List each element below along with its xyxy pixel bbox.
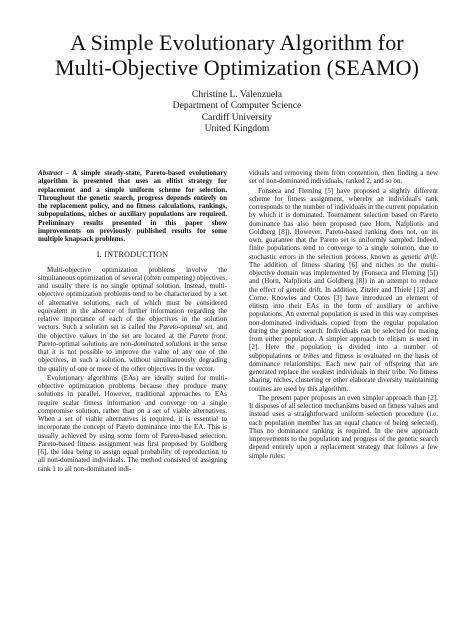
author-university: Cardiff University [201,111,273,123]
two-column-body [38,169,438,473]
author-name: Christine L. Valenzuela [191,89,283,100]
author-block [24,89,450,135]
emphasized-term: non-dominated solutions [120,339,191,348]
author-country: United Kingdom [204,123,270,135]
paper-title [24,30,450,80]
section-heading-introduction: I. INTRODUCTION [96,250,169,260]
emphasized-term: genetic drift [401,252,437,261]
title-line-1: A Simple Evolutionary Algorithm for [70,30,404,55]
title-line-2: Multi-Objective Optimization (SEAMO) [54,55,420,80]
abstract-label: Abstract [38,169,63,177]
intro-paragraph-1: Multi-objective optimization problems involve the simultaneous optimization of several (often competing) objectives, and usually there is no single optimal solution. Instead, multi-objective optimization problems tend to be characterized by a set of alternative solutions, each of which must be considered equivalent in the absence of further information regarding the relative importance of each of the objectives in the solution vectors. Such a solution set is called the Pareto-optimal set, and the objective values in the set are located at the Pareto front. Pareto-optimal solutions are non-dominated solutions in the sense that it is not possible to improve the value of any one of the objectives, in such a solution, without simultaneously degrading the quality of one or more of the other objectives in the vector. [38,265,228,373]
paper-page [0,30,474,643]
emphasized-term: Pareto-optimal set [159,323,213,332]
abstract-text: - A simple steady-state, Pareto-based evolutionary algorithm is presented that uses an elitist strategy for replacement and a simple uniform scheme for selection. Throughout the genetic search, progress depends entirely on the replacement policy, and no fitness calculations, rankings, subpopulations, niches or auxiliary populations are required. Preliminary results presented in this paper show improvements on previously published results for some multiple knapsack problems. [38,169,227,243]
left-column [38,169,227,473]
emphasized-term: tribes [303,351,320,360]
right-paragraph-2: The present paper proposes an even simpler approach than [2]. It disposes of all selection mechanisms based on fitness values and instead uses a straightforward uniform selection procedure (i.e. each population member has an equal chance of being selected). Thus no dominance ranking is required. In the new approach improvements to the population and progress of the genetic search depend entirely upon a replacement strategy that follows a few simple rules: [249,393,438,460]
right-paragraph-1: Fonseca and Fleming [5] have proposed a slightly different scheme for fitness assignment, whereby an individual's rank corresponds to the number of individuals in the current population by which it is dominated. Tournament selection based on Pareto dominance has also been proposed (see Horn, Nafpliotis and Goldberg [8]). However, Pareto-based ranking does not, on its own, guarantee that the Pareto set is uniformly sampled. Indeed, finite populations tend to converge to a single solution, due to stochastic errors in the selection process, known as genetic drift. The addition of fitness sharing [6] and niches to the multi-objective domain was implemented by (Fonseca and Fleming [5]) and (Horn, Nafpliotis and Goldberg [8]) in an attempt to reduce the effect of genetic drift. In addition, Zitzler and Thiele [13] and Corne, Knowles and Oates [3] have introduced an element of elitism into their EAs in the form of auxiliary or archive populations. An external population is used in this way comprises non-dominated individuals copied from the regular population during the genetic search. Individuals can be selected for mating from either population. A simpler approach to elitism is used in [2]. Here the population is divided into a number of subpopulations or tribes and fitness is evaluated on the basis of dominance relationships. Each new pair of offspring that are generated replace the weakest individuals in their tribe. No fitness sharing, niches, clustering or other elaborate diversity maintaining routines are used by this algorithm. [249,186,438,393]
right-paragraph-0: viduals and removing them from contention, then finding a new set of non-dominated individuals, ranked 2, and so on. [249,169,438,186]
right-column [249,169,438,473]
author-department: Department of Computer Science [172,100,302,112]
abstract [38,169,227,243]
intro-paragraph-2: Evolutionary algorithms (EAs) are ideally suited for multi-objective optimization problems because they produce many solutions in parallel. However, traditional approaches to EAs require scalar fitness information and converge on a single compromise solution, rather than on a set of viable alternatives. When a set of viable alternatives is required, it is essential to incorporate the concept of Pareto dominance into the EA. This is usually achieved by using some form of Pareto-based selection. Pareto-based fitness assignment was first proposed by Goldberg [6], the idea being to assign equal probability of reproduction to all non-dominated individuals. The method consisted of assigning rank 1 to all non-dominated indi- [38,373,227,473]
emphasized-term: Pareto front [189,331,226,340]
